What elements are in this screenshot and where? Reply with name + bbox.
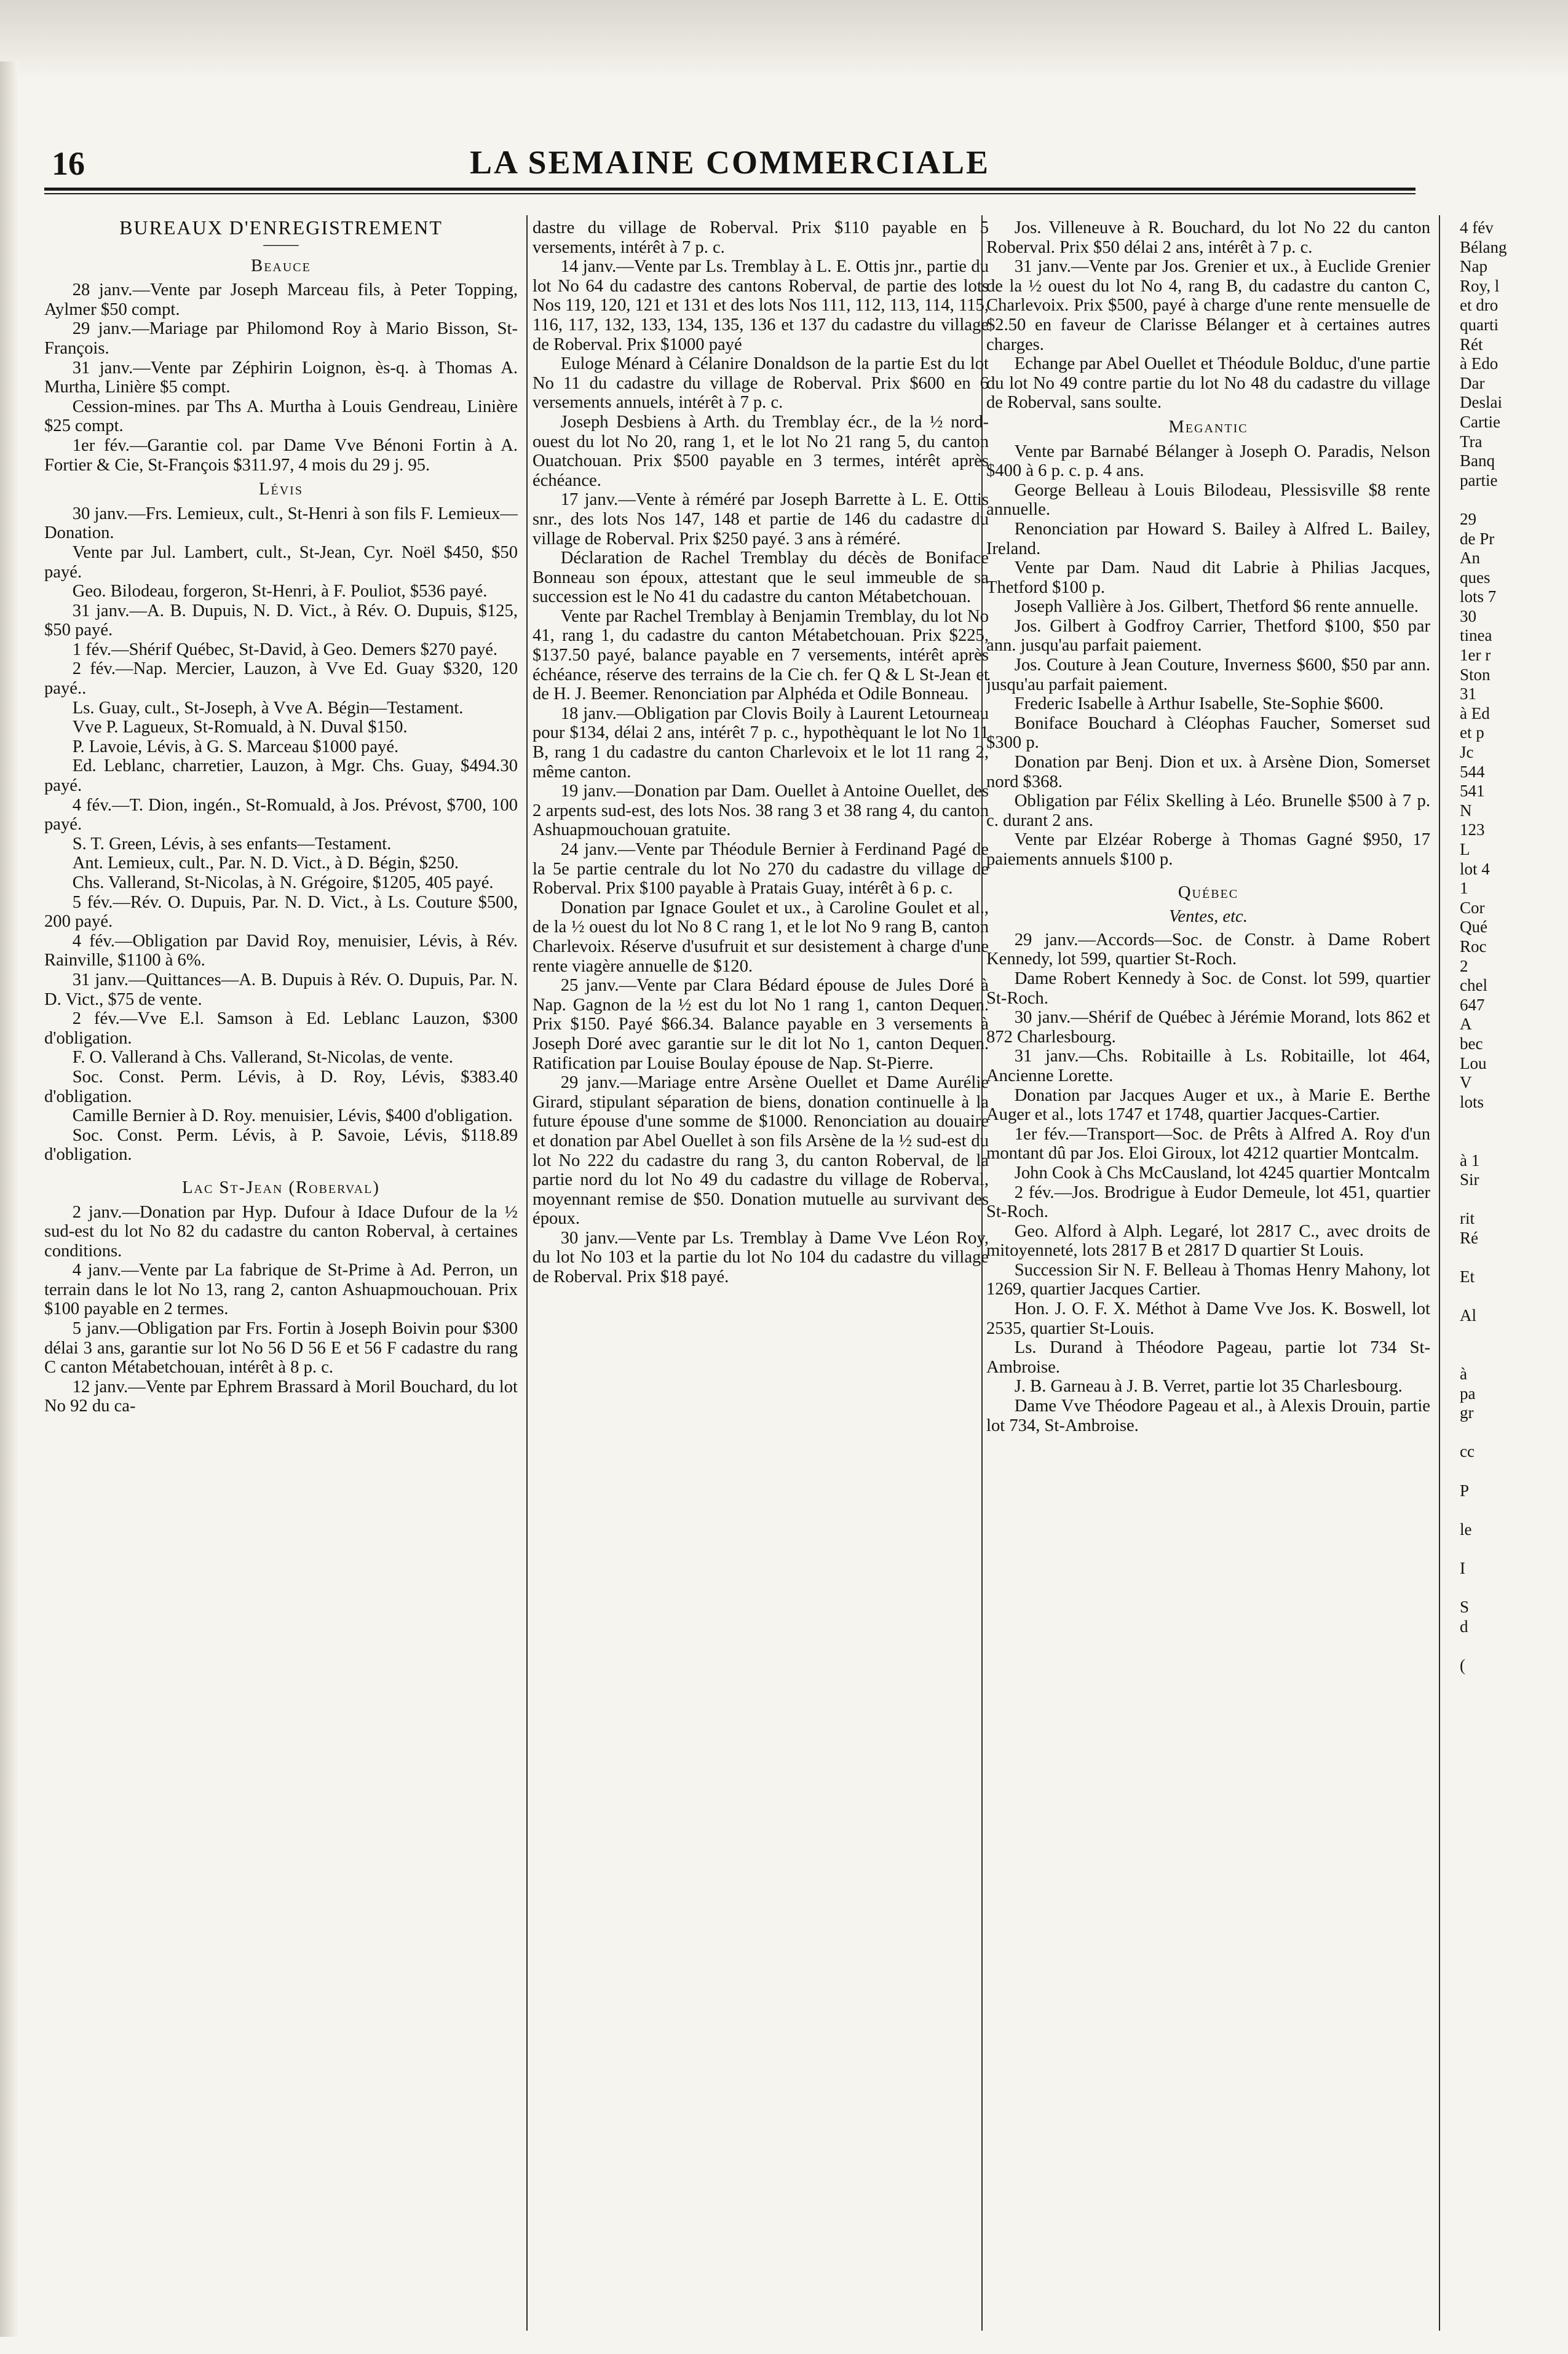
cropped-fragment: ( [1460, 1655, 1465, 1674]
entry: 1er fév.—Transport—Soc. de Prêts à Alfred A. Roy d'un montant dû par Jos. Eloi Giroux, lot 4212 quartier Montcalm. [986, 1124, 1430, 1163]
entry: 31 janv.—Chs. Robitaille à Ls. Robitaille, lot 464, Ancienne Lorette. [986, 1047, 1430, 1085]
cropped-fragment: quarti [1460, 315, 1499, 334]
section-heading-megantic: Megantic [1168, 417, 1248, 437]
entry: Jos. Couture à Jean Couture, Inverness $600, $50 par ann. jusqu'au parfait paiement. [986, 656, 1430, 694]
entry: 25 janv.—Vente par Clara Bédard épouse de Jules Doré à Nap. Gagnon de la ½ est du lot No 1 rang 1, canton Dequen. Prix $150. Payé $66.34. Balance payable en 3 versements à Joseph Doré avec garantie sur le dit lot No 1, canton Dequen. Ratification par Louise Boulay épouse de Nap. St-Pierre. [533, 976, 989, 1073]
section-subheading-ventes: Ventes, etc. [1169, 907, 1248, 927]
section-heading-beauce: Beauce [251, 256, 311, 275]
entry: P. Lavoie, Lévis, à G. S. Marceau $1000 payé. [72, 737, 399, 756]
entry: 2 janv.—Donation par Hyp. Dufour à Idace Dufour de la ½ sud-est du lot No 82 du cadastre du canton Roberval, à certaines conditions. [44, 1202, 518, 1261]
cropped-fragment: Dar [1460, 373, 1485, 392]
cropped-fragment: chel [1460, 976, 1487, 995]
column-1 [44, 218, 518, 2334]
cropped-fragment: partie [1460, 470, 1498, 489]
beauce-entries [44, 280, 518, 475]
cropped-fragment: rit [1460, 1209, 1475, 1228]
entry: 24 janv.—Vente par Théodule Bernier à Ferdinand Pagé de la 5e partie centrale du lot No 270 du cadastre du village de Roberval. Prix $100 payable à Pratais Guay, intérêt à 6 p. c. [533, 840, 989, 898]
entry: 31 janv.—Quittances—A. B. Dupuis à Rév. O. Dupuis, Par. N. D. Vict., $75 de vente. [44, 970, 518, 1009]
entry: Soc. Const. Perm. Lévis, à D. Roy, Lévis, $383.40 d'obligation. [44, 1067, 518, 1106]
entry: Vente par Dam. Naud dit Labrie à Philias Jacques, Thetford $100 p. [986, 558, 1430, 597]
entry: F. O. Vallerand à Chs. Vallerand, St-Nicolas, de vente. [72, 1048, 453, 1068]
entry: Jos. Villeneuve à R. Bouchard, du lot No 22 du canton Roberval. Prix $50 délai 2 ans, intérêt à 7 p. c. [986, 218, 1430, 257]
cropped-fragment: N [1460, 801, 1472, 820]
cropped-fragment: et dro [1460, 296, 1499, 315]
cropped-fragment: I [1460, 1558, 1465, 1577]
cropped-fragment [1460, 1248, 1568, 1267]
entry: 30 janv.—Vente par Ls. Tremblay à Dame Vve Léon Roy, du lot No 103 et la partie du lot No 104 du cadastre du village de Roberval. Prix $18 payé. [533, 1228, 989, 1287]
entry: Ls. Durand à Théodore Pageau, partie lot 734 St-Ambroise. [986, 1338, 1430, 1377]
scan-border-left [0, 61, 18, 2337]
cropped-fragment: Lou [1460, 1053, 1487, 1072]
entry: Euloge Ménard à Célanire Donaldson de la partie Est du lot No 11 du cadastre du village de Roberval. Prix $600 en 6 versements annuels, intérêt à 7 p. c. [533, 354, 989, 413]
cropped-fragment: Roy, l [1460, 276, 1500, 295]
entry: 2 fév.—Jos. Brodrigue à Eudor Demeule, lot 451, quartier St-Roch. [986, 1183, 1430, 1222]
entry: Succession Sir N. F. Belleau à Thomas Henry Mahony, lot 1269, quartier Jacques Cartier. [986, 1260, 1430, 1299]
cropped-fragment: Cor [1460, 898, 1485, 917]
page-header [44, 132, 1416, 188]
cropped-fragment: de Pr [1460, 529, 1495, 548]
entry: Renonciation par Howard S. Bailey à Alfred L. Bailey, Ireland. [986, 519, 1430, 558]
cropped-fragment: Sir [1460, 1170, 1479, 1189]
cropped-fragment: lot 4 [1460, 859, 1490, 878]
title-dash: —— [263, 234, 299, 254]
cropped-fragment: Cartie [1460, 412, 1500, 431]
entry: Vente par Elzéar Roberge à Thomas Gagné $950, 17 paiements annuels $100 p. [986, 830, 1430, 869]
cropped-fragment: lots [1460, 1092, 1484, 1111]
cropped-fragment [1460, 1112, 1568, 1131]
cropped-fragment: le [1460, 1520, 1472, 1539]
header-rule-thin [44, 193, 1416, 194]
entry: Déclaration de Rachel Tremblay du décès de Boniface Bonneau son époux, attestant que le seul immeuble de sa succession est le No 41 du cadastre du canton Métabetchouan. [533, 549, 989, 607]
cropped-fragment: 31 [1460, 684, 1476, 703]
cropped-fragment: à Ed [1460, 703, 1490, 723]
cropped-fragment: 123 [1460, 820, 1485, 839]
section-heading-levis: Lévis [259, 480, 303, 499]
cropped-fragment: Ston [1460, 665, 1491, 684]
cropped-fragment [1460, 1131, 1568, 1151]
entry: Echange par Abel Ouellet et Théodule Bolduc, d'une partie du lot No 49 contre partie du lot No 48 du cadastre du village de Roberval, sans soulte. [986, 354, 1430, 413]
entry: 14 janv.—Vente par Ls. Tremblay à L. E. Ottis jnr., partie du lot No 64 du cadastre des cantons Roberval, de partie des lots Nos 119, 120, 121 et 131 et des lots Nos 111, 112, 113, 114, 115, 116, 117, 132, 133, 134, 135, 136 et 137 du cadastre du village de Roberval. Prix $1000 payé [533, 257, 989, 354]
header-rule [44, 188, 1416, 191]
cropped-fragment: Tra [1460, 432, 1483, 451]
entry: Ls. Guay, cult., St-Joseph, à Vve A. Bégin—Testament. [72, 698, 464, 718]
entry: Donation par Ignace Goulet et ux., à Caroline Goulet et al., de la ½ ouest du lot No 8 C rang 1, et le lot No 9 rang B, canton Charlevoix. Réserve d'usufruit et sur desistement à charge d'une rente viagère annuelle de $120. [533, 898, 989, 976]
entry: 19 janv.—Donation par Dam. Ouellet à Antoine Ouellet, des 2 arpents sud-est, des lots Nos. 38 rang 3 et 38 rang 4, du canton Ashuapmouchouan gratuite. [533, 782, 989, 840]
section-heading-lac-st-jean: Lac St-Jean (Roberval) [182, 1178, 380, 1197]
entry: Soc. Const. Perm. Lévis, à P. Savoie, Lévis, $118.89 d'obligation. [44, 1125, 518, 1165]
entry: Vve P. Lagueux, St-Romuald, à N. Duval $150. [72, 718, 408, 737]
column-divider [1439, 215, 1440, 2331]
entry: 1er fév.—Garantie col. par Dame Vve Bénoni Fortin à A. Fortier & Cie, St-François $311.97, 4 mois du 29 j. 95. [44, 435, 518, 475]
cropped-fragment: Et [1460, 1267, 1475, 1286]
cropped-fragment: à [1460, 1365, 1467, 1384]
cropped-fragment: gr [1460, 1403, 1474, 1422]
column-2 [533, 218, 989, 2334]
entry: 2 fév.—Vve E.l. Samson à Ed. Leblanc Lauzon, $300 d'obligation. [44, 1009, 518, 1048]
entry: 17 janv.—Vente à réméré par Joseph Barrette à L. E. Ottis snr., des lots Nos 147, 148 et partie de 146 du cadastre du village de Roberval. Prix $250 payé. 3 ans à réméré. [533, 490, 989, 549]
cropped-fragment: d [1460, 1617, 1468, 1636]
entry: 31 janv.—Vente par Jos. Grenier et ux., à Euclide Grenier de la ½ ouest du lot No 4, rang B, du cadastre du canton C, Charlevoix. Prix $500, payé à charge d'une rente mensuelle de $2.50 en faveur de Clarisse Bélanger et à certaines autres charges. [986, 257, 1430, 354]
entry: 4 janv.—Vente par La fabrique de St-Prime à Ad. Perron, un terrain dans le lot No 13, rang 2, canton Ashuapmouchouan. Prix $100 payable en 2 termes. [44, 1261, 518, 1319]
cropped-fragment: Ré [1460, 1228, 1478, 1247]
entry: 29 janv.—Accords—Soc. de Constr. à Dame Robert Kennedy, lot 599, quartier St-Roch. [986, 930, 1430, 969]
entry: Joseph Vallière à Jos. Gilbert, Thetford $6 rente annuelle. [1014, 597, 1419, 617]
column-divider [526, 215, 528, 2331]
cropped-fragment [1460, 1462, 1568, 1481]
entry: 29 janv.—Mariage entre Arsène Ouellet et Dame Aurélie Girard, stipulant séparation de biens, donation continuelle à la future épouse d'une somme de $1000. Renonciation au douaire et donation par Abel Ouellet à son fils Arsène de la ½ sud-est du lot No 222 du cadastre du rang 3, du canton Roberval, de la partie nord du lot No 49 du cadastre du village de Roberval, moyennant remise de $50. Donation mutuelle au survivant des époux. [533, 1073, 989, 1229]
scan-border-top [0, 0, 1568, 80]
cropped-fragment [1460, 1636, 1568, 1656]
entry: Jos. Gilbert à Godfroy Carrier, Thetford $100, $50 par ann. jusqu'au parfait paiement. [986, 616, 1430, 656]
entry: Geo. Bilodeau, forgeron, St-Henri, à F. Pouliot, $536 payé. [72, 582, 488, 601]
cropped-fragment: Deslai [1460, 393, 1502, 412]
entry: Cession-mines. par Ths A. Murtha à Louis Gendreau, Linière $25 compt. [44, 397, 518, 436]
cropped-fragment: pa [1460, 1384, 1476, 1403]
cropped-fragment: bec [1460, 1034, 1483, 1053]
entry: J. B. Garneau à J. B. Verret, partie lot 35 Charlesbourg. [1014, 1377, 1403, 1397]
page-number: 16 [52, 145, 85, 182]
cropped-fragment [1460, 1579, 1568, 1598]
cropped-fragment: An [1460, 549, 1480, 568]
entry: 30 janv.—Frs. Lemieux, cult., St-Henri à son fils F. Lemieux—Donation. [44, 504, 518, 543]
cropped-fragment: A [1460, 1015, 1472, 1034]
megantic-entries [986, 442, 1430, 870]
entry: Joseph Desbiens à Arth. du Tremblay écr., de la ½ nord-ouest du lot No 20, rang 1, et le lot No 21 rang 5, du canton Ouatchouan. Prix $500 payable en 3 termes, intérêt après échéance. [533, 412, 989, 490]
entry: 12 janv.—Vente par Ephrem Brassard à Moril Bouchard, du lot No 92 du ca- [44, 1377, 518, 1416]
entry: 4 fév.—T. Dion, ingén., St-Romuald, à Jos. Prévost, $700, 100 payé. [44, 795, 518, 834]
cropped-fragment: 30 [1460, 606, 1476, 625]
cropped-fragment: Jc [1460, 743, 1474, 762]
cropped-fragment: Nap [1460, 257, 1487, 276]
entry: Dame Robert Kennedy à Soc. de Const. lot 599, quartier St-Roch. [986, 969, 1430, 1008]
cropped-fragment: S [1460, 1598, 1470, 1617]
entry: George Belleau à Louis Bilodeau, Plessisville $8 rente annuelle. [986, 480, 1430, 520]
cropped-fragment: Rét [1460, 335, 1483, 354]
cropped-fragment: 1 [1460, 879, 1468, 898]
entry: Hon. J. O. F. X. Méthot à Dame Vve Jos. K. Boswell, lot 2535, quartier St-Louis. [986, 1299, 1430, 1338]
cropped-fragment-list [1460, 218, 1568, 1676]
entry: dastre du village de Roberval. Prix $110 payable en 5 versements, intérêt à 7 p. c. [533, 218, 989, 257]
entry: Ed. Leblanc, charretier, Lauzon, à Mgr. Chs. Guay, $494.30 payé. [44, 756, 518, 796]
entry: Donation par Benj. Dion et ux. à Arsène Dion, Somerset nord $368. [986, 753, 1430, 791]
entry: 18 janv.—Obligation par Clovis Boily à Laurent Letourneau pour $134, délai 2 ans, intérêt 7 p. c., hypothèquant le lot No 11 B, rang 1 du cadastre du canton Charlevoix et le lot 11 rang 2, même canton. [533, 703, 989, 782]
entry: 2 fév.—Nap. Mercier, Lauzon, à Vve Ed. Guay $320, 120 payé.. [44, 659, 518, 699]
cropped-fragment: à Edo [1460, 354, 1499, 373]
cropped-fragment: V [1460, 1073, 1472, 1092]
cropped-fragment: Roc [1460, 937, 1487, 956]
entry: Chs. Vallerand, St-Nicolas, à N. Grégoire, $1205, 405 payé. [72, 873, 494, 892]
cropped-fragment: à 1 [1460, 1151, 1480, 1170]
cropped-fragment: tinea [1460, 626, 1492, 645]
cropped-fragment: ques [1460, 568, 1491, 587]
section-heading-quebec: Québec [1178, 882, 1239, 902]
entry: Geo. Alford à Alph. Legaré, lot 2817 C., avec droits de mitoyenneté, lots 2817 B et 2817 D quartier St Louis. [986, 1221, 1430, 1261]
entry: 31 janv.—A. B. Dupuis, N. D. Vict., à Rév. O. Dupuis, $125, $50 payé. [44, 601, 518, 640]
cropped-fragment: et p [1460, 723, 1484, 742]
section-title-bureaux: BUREAUX D'ENREGISTREMENT [119, 218, 443, 239]
cropped-fragment: Al [1460, 1306, 1476, 1325]
entry: Vente par Barnabé Bélanger à Joseph O. Paradis, Nelson $400 à 6 p. c. p. 4 ans. [986, 442, 1430, 481]
cropped-fragment: lots 7 [1460, 587, 1497, 606]
cropped-fragment: cc [1460, 1442, 1475, 1461]
cropped-fragment: P [1460, 1481, 1470, 1500]
cropped-fragment [1460, 1423, 1568, 1443]
entry: 5 janv.—Obligation par Frs. Fortin à Joseph Boivin pour $300 délai 3 ans, garantie sur lot No 56 D 56 E et 56 F cadastre du rang C canton Métabetchouan, intérêt à 8 p. c. [44, 1319, 518, 1377]
entry: 4 fév.—Obligation par David Roy, menuisier, Lévis, à Rév. Rainville, $1100 à 6%. [44, 931, 518, 970]
cropped-fragment: Qué [1460, 917, 1487, 937]
levis-entries [44, 504, 518, 1165]
cropped-fragment [1460, 1287, 1568, 1307]
entry: Boniface Bouchard à Cléophas Faucher, Somerset sud $300 p. [986, 713, 1430, 753]
cropped-fragment [1460, 1190, 1568, 1210]
cropped-fragment: 2 [1460, 956, 1468, 975]
cropped-fragment: L [1460, 840, 1470, 858]
entry: Dame Vve Théodore Pageau et al., à Alexis Drouin, partie lot 734, St-Ambroise. [986, 1397, 1430, 1435]
entry: 30 janv.—Shérif de Québec à Jérémie Morand, lots 862 et 872 Charlesbourg. [986, 1008, 1430, 1047]
entry: Vente par Jul. Lambert, cult., St-Jean, Cyr. Noël $450, $50 payé. [44, 542, 518, 582]
cropped-fragment [1460, 1539, 1568, 1559]
cropped-fragment: 1er r [1460, 646, 1491, 665]
entry: Camille Bernier à D. Roy. menuisier, Lévis, $400 d'obligation. [72, 1106, 513, 1126]
quebec-entries [986, 930, 1430, 1435]
entry: John Cook à Chs McCausland, lot 4245 quartier Montcalm [1014, 1163, 1430, 1183]
lac-entries [44, 1203, 518, 1417]
entry: Donation par Jacques Auger et ux., à Marie E. Berthe Auger et al., lots 1747 et 1748, quartier Jacques-Cartier. [986, 1085, 1430, 1125]
cropped-fragment: 4 fév [1460, 218, 1494, 237]
cropped-fragment: 544 [1460, 762, 1485, 781]
cropped-fragment: Bélang [1460, 237, 1507, 256]
cropped-fragment: 541 [1460, 782, 1485, 801]
entry: 5 fév.—Rév. O. Dupuis, Par. N. D. Vict., à Ls. Couture $500, 200 payé. [44, 892, 518, 932]
entry: Frederic Isabelle à Arthur Isabelle, Ste-Sophie $600. [1014, 694, 1384, 714]
cropped-fragment: 29 [1460, 509, 1476, 528]
cropped-fragment [1460, 490, 1568, 510]
cropped-fragment [1460, 1345, 1568, 1365]
entry: 31 janv.—Vente par Zéphirin Loignon, ès-q. à Thomas A. Murtha, Linière $5 compt. [44, 358, 518, 397]
entry: Ant. Lemieux, cult., Par. N. D. Vict., à D. Bégin, $250. [72, 854, 459, 873]
cropped-fragment [1460, 1326, 1568, 1345]
entry: Obligation par Félix Skelling à Léo. Brunelle $500 à 7 p. c. durant 2 ans. [986, 791, 1430, 830]
entry: 1 fév.—Shérif Québec, St-David, à Geo. Demers $270 payé. [72, 640, 498, 659]
cropped-fragment [1460, 1500, 1568, 1520]
cropped-fragment: Banq [1460, 451, 1495, 470]
column-4-cropped [1460, 218, 1568, 2334]
journal-title: LA SEMAINE COMMERCIALE [469, 144, 991, 181]
cropped-fragment: 647 [1460, 995, 1485, 1014]
entry: Vente par Rachel Tremblay à Benjamin Tremblay, du lot No 41, rang 1, du cadastre du canton Métabetchouan. Prix $225, $137.50 payé, balance payable en 7 versements, intérêt après échéance, réserve des terrains de la Cie ch. fer Q & L St-Jean et de H. J. Beemer. Renonciation par Alphéda et Odile Bonneau. [533, 606, 989, 704]
entry: 29 janv.—Mariage par Philomond Roy à Mario Bisson, St-François. [44, 319, 518, 358]
column-3 [986, 218, 1430, 2334]
entry: S. T. Green, Lévis, à ses enfants—Testament. [72, 834, 392, 854]
entry: 28 janv.—Vente par Joseph Marceau fils, à Peter Topping, Aylmer $50 compt. [44, 280, 518, 319]
